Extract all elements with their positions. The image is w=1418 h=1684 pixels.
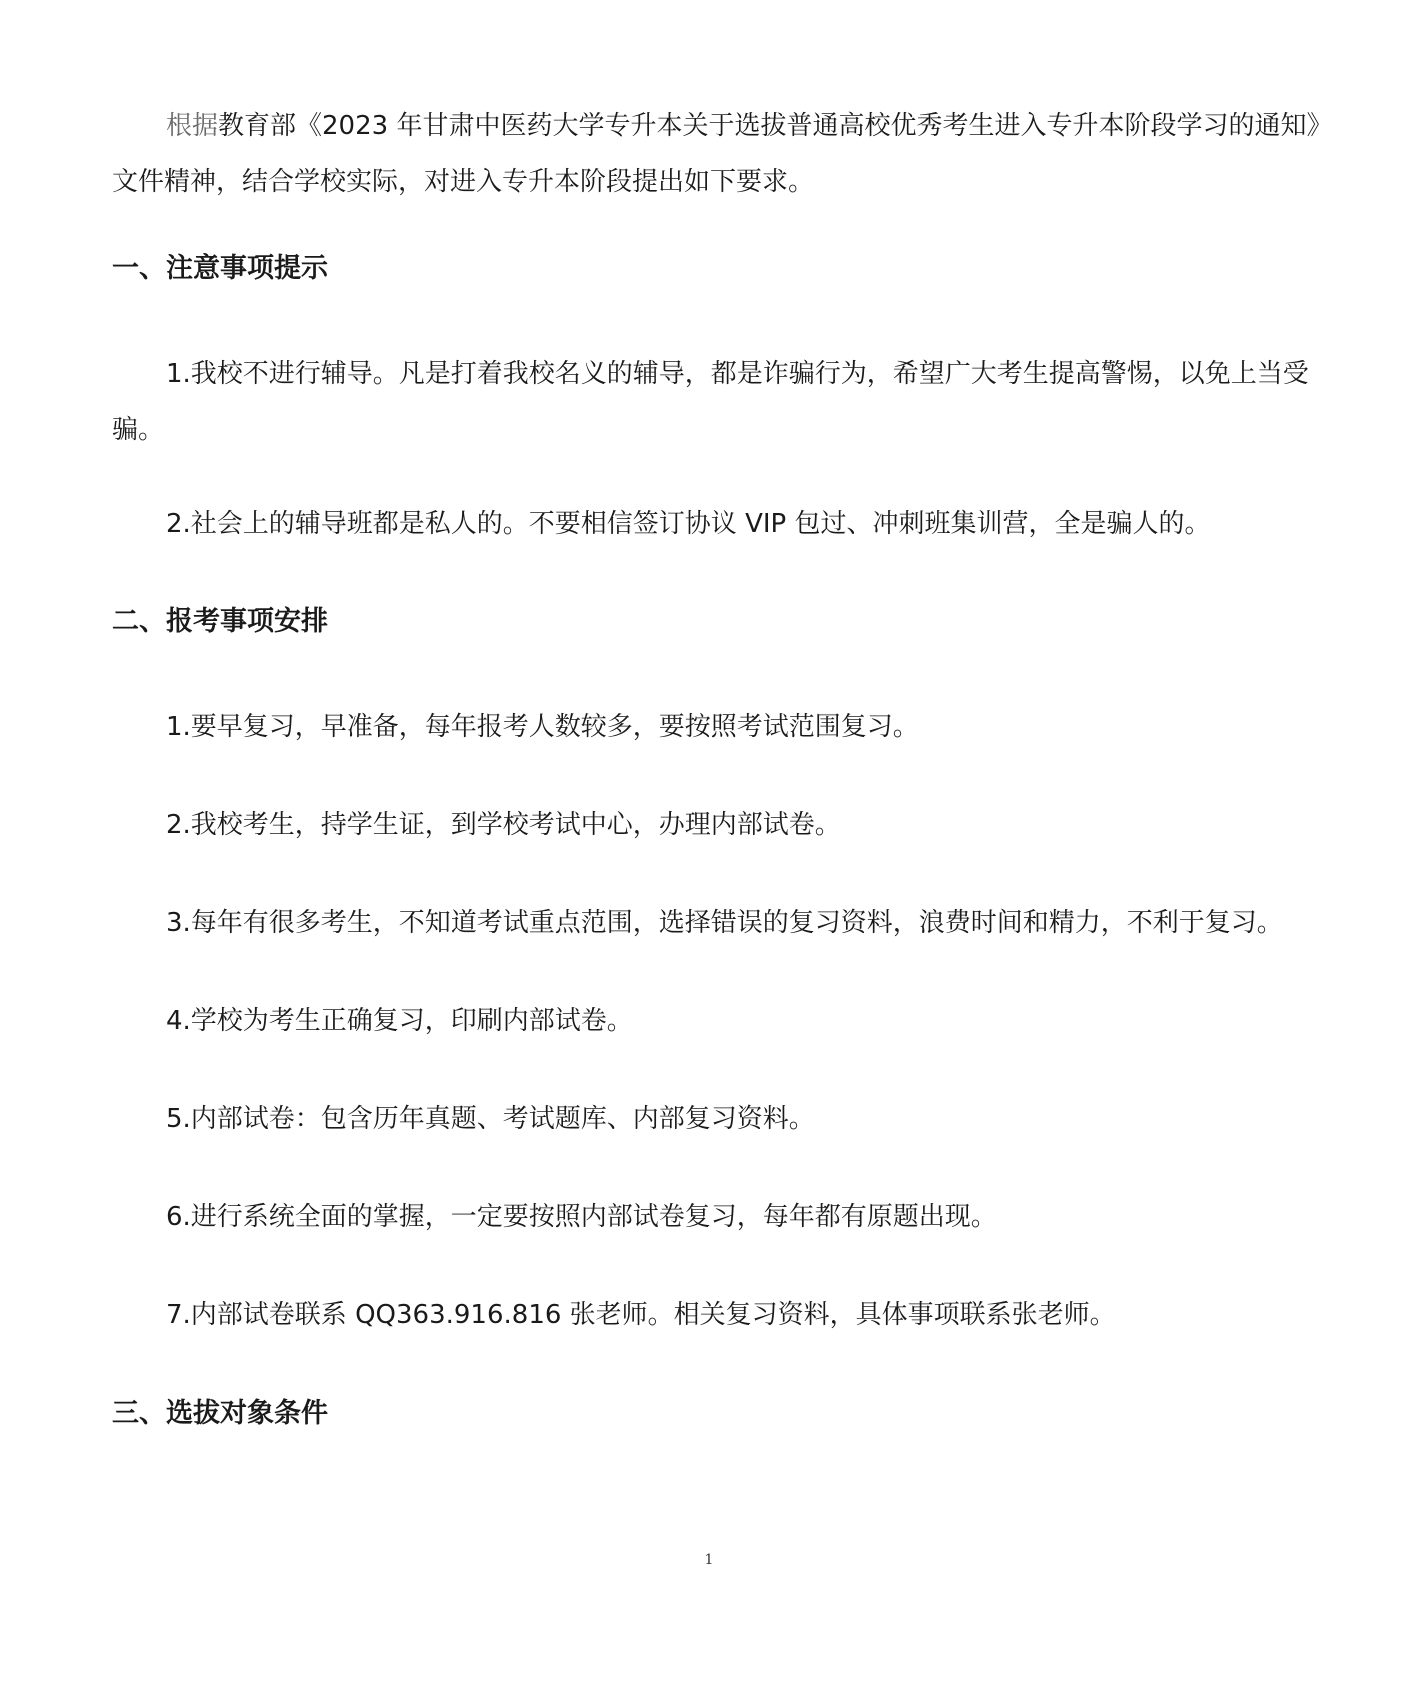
intro-text: 教育部《2023 年甘肃中医药大学专升本关于选拔普通高校优秀考生进入专升本阶段学习的通知》文件精神，结合学校实际，对进入专升本阶段提出如下要求。 — [112, 111, 1320, 197]
arrangement-item-7: 7.内部试卷联系 QQ363.916.816 张老师。相关复习资料，具体事项联系张老师。 — [166, 1300, 1116, 1330]
arrangement-item-6: 6.进行系统全面的掌握，一定要按照内部试卷复习，每年都有原题出现。 — [166, 1202, 997, 1232]
arrangement-item-5: 5.内部试卷：包含历年真题、考试题库、内部复习资料。 — [166, 1104, 815, 1134]
page-number: 1 — [704, 1552, 714, 1568]
notice-item-1: 1.我校不进行辅导。凡是打着我校名义的辅导，都是诈骗行为，希望广大考生提高警惕，以免上当受骗。 — [112, 359, 1309, 445]
arrangement-item-1: 1.要早复习，早准备，每年报考人数较多，要按照考试范围复习。 — [166, 712, 919, 742]
section-heading-notice: 一、注意事项提示 — [112, 253, 328, 284]
intro-lead: 根据 — [166, 111, 219, 141]
intro-paragraph — [112, 98, 1332, 210]
notice-item-2: 2.社会上的辅导班都是私人的。不要相信签订协议 VIP 包过、冲刺班集训营，全是骗人的。 — [166, 509, 1211, 539]
arrangement-item-4: 4.学校为考生正确复习，印刷内部试卷。 — [166, 1006, 633, 1036]
section-heading-eligibility: 三、选拔对象条件 — [112, 1398, 328, 1429]
arrangement-item-2: 2.我校考生，持学生证，到学校考试中心，办理内部试卷。 — [166, 810, 841, 840]
arrangement-item-3: 3.每年有很多考生，不知道考试重点范围，选择错误的复习资料，浪费时间和精力，不利于复习。 — [166, 908, 1283, 938]
section-heading-arrangement: 二、报考事项安排 — [112, 606, 328, 637]
